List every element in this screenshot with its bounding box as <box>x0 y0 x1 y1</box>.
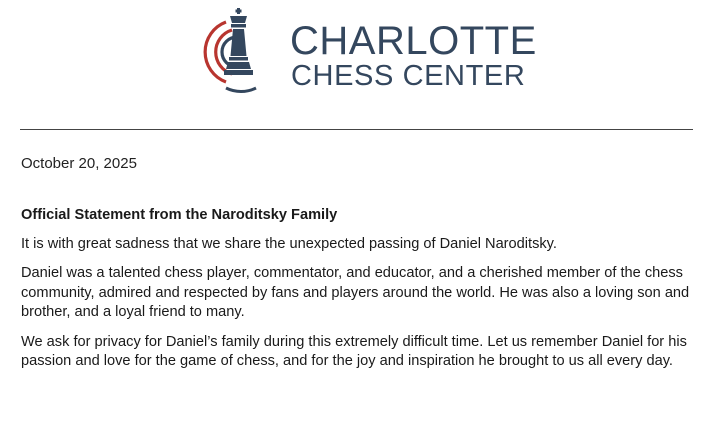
statement-heading: Official Statement from the Naroditsky Family <box>21 207 338 223</box>
statement-body <box>21 206 701 382</box>
statement-paragraph: We ask for privacy for Daniel’s family during this extremely difficult time. Let us remember Daniel for his passion and love for the game of chess, and for the joy and inspiration he brought to us all every day. <box>21 333 687 369</box>
chess-king-logo-icon <box>196 6 282 94</box>
statement-date: October 20, 2025 <box>21 155 137 172</box>
statement-paragraph: It is with great sadness that we share the unexpected passing of Daniel Naroditsky. <box>21 235 557 252</box>
org-name-line1: CHARLOTTE <box>290 19 537 63</box>
header-divider <box>20 129 693 130</box>
org-name-line2: CHESS CENTER <box>291 60 526 92</box>
statement-paragraph: Daniel was a talented chess player, commentator, and educator, and a cherished member of the chess community, admired and respected by fans and players around the world. He was also a loving son and brother, and a loyal friend to many. <box>21 265 690 320</box>
letterhead <box>196 6 536 94</box>
